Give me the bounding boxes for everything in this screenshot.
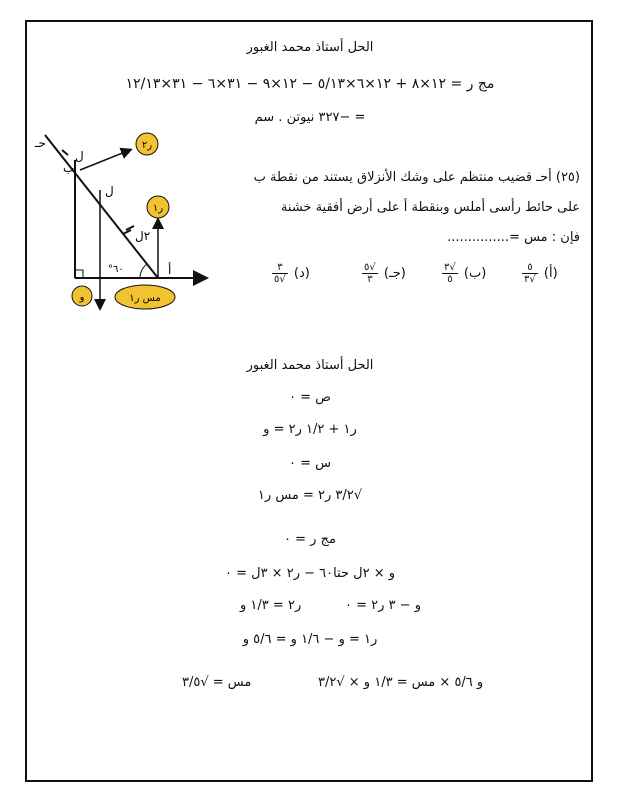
eq-y-sum: ر١ + ١/٢ ر٢ = و — [263, 422, 357, 437]
friction-label: مس ر١ — [129, 293, 161, 304]
label-2l: ٢ل — [135, 229, 151, 243]
label-l: ل — [75, 149, 84, 163]
eq-final: و ٥/٦ × مس = ١/٣ و × √٣/٢ — [318, 675, 484, 690]
eq-x: س = ٠ — [288, 456, 332, 471]
r1-label: ر١ — [152, 203, 164, 214]
label-angle: °٦٠ — [108, 264, 124, 275]
option-b[interactable]: (ب) $\frac{√٣}{٥}$ — [444, 262, 487, 285]
eq-y: ص = ٠ — [289, 390, 331, 405]
eq-x-sum: √٣/٢ ر٢ = مس ر١ — [257, 488, 363, 503]
eq-r1: ر١ = و − ١/٦ و = ٥/٦ و — [242, 632, 378, 647]
eq-moment-expanded: و × ٢ل حتا٦٠ − ر٢ × ٣ل = ٠ — [224, 566, 396, 581]
option-a[interactable]: (أ) $\frac{٥}{√٣}$ — [524, 262, 558, 285]
w-label: و — [79, 292, 85, 303]
eq-r2: ر٢ = ١/٣ و — [240, 598, 302, 613]
eq-w-r2: و − ٣ ر٢ = ٠ — [345, 598, 421, 613]
angle-arc — [140, 264, 147, 278]
r2-arrow — [80, 150, 130, 170]
ladder-diagram — [30, 130, 220, 320]
eq-moment: مج ر = ٠ — [284, 532, 336, 547]
option-c[interactable]: (جـ) $\frac{√٥}{٣}$ — [364, 262, 406, 285]
right-angle-mark — [75, 270, 83, 278]
rod — [45, 135, 158, 278]
label-h: حـ — [35, 136, 46, 150]
solution-header-1: الحل أستاذ محمد الغبور — [246, 40, 374, 55]
label-a: أ — [168, 263, 172, 277]
eq-answer: مس = √٣/٥ — [182, 675, 252, 690]
moment-equation: مج ر = ١٢×٨ + ١٢×٦×٥/١٣ − ١٢×٩ − ٣١×٦ − ٣١×١٢/١٣ — [125, 76, 495, 92]
r2-label: ر٢ — [141, 140, 153, 151]
moment-result: = −٣٢٧ نيوتن . سم — [254, 110, 366, 125]
solution-header-2: الحل أستاذ محمد الغبور — [246, 358, 374, 373]
question-line-2: على حائط رأسى أملس وبنقطة أ على أرض أفقية خشنة — [280, 200, 580, 215]
label-b: ب — [63, 161, 75, 175]
question-line-1: (٢٥) أحـ قضيب منتظم على وشك الأنزلاق يستند من نقطة ب — [253, 170, 580, 185]
question-line-3: فإن : مس =............... — [447, 230, 580, 245]
option-d[interactable]: (د) $\frac{٣}{√٥}$ — [274, 262, 310, 285]
label-l2: ل — [105, 184, 114, 198]
